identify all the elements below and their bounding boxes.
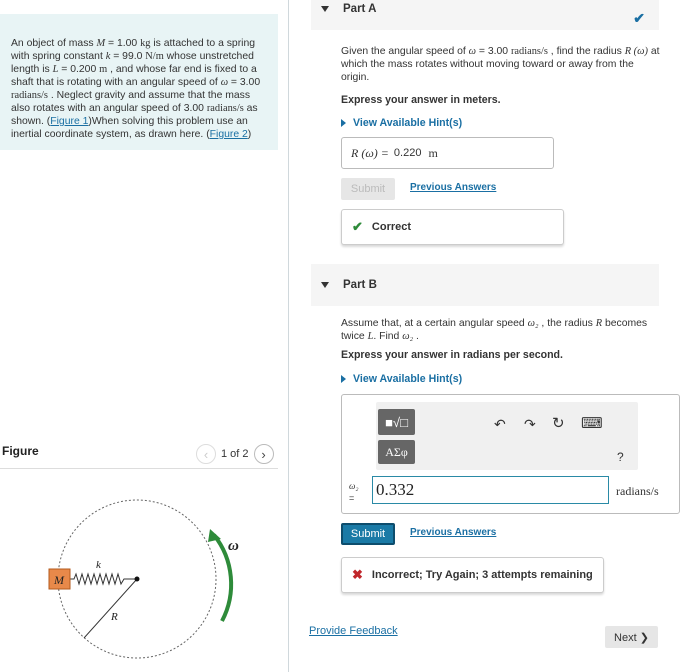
answer-input[interactable]: 0.332 (372, 476, 609, 504)
check-icon: ✔ (352, 219, 363, 234)
caret-down-icon (321, 6, 329, 12)
symbol-R-omega: R (ω) (624, 46, 648, 57)
text: = 99.0 (110, 51, 146, 62)
undo-icon[interactable]: ↶ (494, 416, 506, 432)
radius-label: R (111, 611, 118, 623)
figure-nav (196, 444, 274, 464)
part-a-hint-link[interactable] (341, 117, 462, 129)
symbol-omega-2: ω₂ (402, 331, 414, 342)
part-a-title: Part A (343, 3, 377, 15)
text: , the radius (538, 318, 596, 329)
symbol-omega-2: ω₂ (527, 318, 539, 329)
text: . Neglect gravity and assume that the mass also rotates with an angular speed of 3.00 (11, 90, 251, 114)
text: Assume that, at a certain angular speed (341, 318, 528, 329)
part-a-instruction: Express your answer in meters. (341, 94, 501, 106)
figure-divider (0, 468, 278, 469)
part-b-title: Part B (343, 279, 377, 291)
next-figure-button[interactable] (254, 444, 274, 464)
text: , find the radius (547, 46, 625, 57)
spring-label: k (96, 559, 101, 571)
part-b-previous-answers-link[interactable]: Previous Answers (410, 527, 497, 538)
figure-1-link[interactable]: Figure 1 (50, 116, 89, 127)
text: as shown. ( (11, 103, 258, 127)
variable-label (349, 480, 358, 504)
text: = 0.200 (58, 64, 100, 75)
rotating-mass-diagram (40, 495, 270, 665)
figure-counter: 1 of 2 (221, 448, 249, 460)
provide-feedback-link[interactable]: Provide Feedback (309, 625, 398, 637)
figure-title: Figure (2, 444, 39, 458)
part-a-submit-button[interactable]: Submit (341, 178, 395, 200)
part-a-previous-answers-link[interactable]: Previous Answers (410, 182, 497, 193)
prev-figure-button[interactable] (196, 444, 216, 464)
answer-label: R (ω) = (351, 145, 389, 160)
text: becomes twice (341, 318, 648, 342)
feedback-text: Correct (371, 221, 412, 233)
unit-n-per-m: N/m (145, 51, 164, 62)
help-icon[interactable]: ? (617, 450, 624, 464)
unit-rad-per-s: radians/s (11, 90, 48, 101)
text: . Find (373, 331, 403, 342)
hint-label: View Available Hint(s) (353, 373, 463, 385)
redo-icon[interactable]: ↷ (524, 416, 536, 432)
symbol-L: L (367, 331, 374, 342)
mass-label: M (54, 573, 64, 587)
text: at which the mass rotates without moving toward or away from the origin. (341, 46, 660, 83)
radius-line (84, 579, 137, 638)
unit-kg: kg (140, 38, 151, 49)
symbol-omega: ω (220, 77, 229, 88)
chevron-right-icon: › (261, 446, 266, 462)
caret-right-icon (341, 375, 346, 383)
unit: radians/s (510, 46, 548, 57)
answer-unit: m (428, 145, 438, 160)
part-a-correct-feedback (341, 209, 564, 245)
text: An object of mass (11, 38, 97, 49)
part-a-question (341, 45, 661, 84)
equals-sign: = (349, 493, 355, 503)
answer-value: 0.220 (393, 147, 422, 159)
part-b-header[interactable] (311, 264, 659, 306)
statement-text (11, 38, 260, 140)
text: . (413, 331, 419, 342)
problem-statement (0, 14, 278, 150)
caret-right-icon (341, 119, 346, 127)
part-a-answer-box (341, 137, 554, 169)
text: )When solving this problem use an inertial coordinate system, as drawn here. ( (11, 116, 248, 140)
caret-down-icon (321, 282, 329, 288)
part-b-incorrect-feedback (341, 557, 604, 593)
shaft-pivot (135, 577, 140, 582)
unit-rad-per-s: radians/s (206, 103, 244, 114)
text: whose unstretched length is (11, 51, 254, 75)
column-divider (288, 0, 289, 672)
symbol-omega-2: ω₂ (349, 481, 359, 491)
text: = 3.00 (228, 77, 261, 88)
unit-m: m (99, 64, 108, 75)
hint-label: View Available Hint(s) (353, 117, 463, 129)
check-icon: ✔ (633, 10, 645, 26)
keyboard-icon[interactable]: ⌨ (581, 415, 603, 432)
editor-toolbar (376, 402, 638, 470)
text: ) (247, 129, 252, 140)
text: , and whose far end is fixed to a shaft that is rotating with an angular speed of (11, 64, 257, 88)
templates-button[interactable]: ■√□ (378, 409, 415, 435)
feedback-text: Incorrect; Try Again; 3 attempts remaining (371, 569, 593, 581)
part-b-hint-link[interactable] (341, 373, 462, 385)
part-b-instruction: Express your answer in radians per second. (341, 349, 563, 361)
omega-label: ω (228, 538, 239, 554)
reset-icon[interactable]: ↻ (552, 415, 565, 432)
figure-2-link[interactable]: Figure 2 (209, 129, 248, 140)
part-b-submit-button[interactable]: Submit (341, 523, 395, 545)
text: Given the angular speed of (341, 46, 469, 57)
symbol-omega: ω (468, 46, 477, 57)
x-icon: ✖ (352, 567, 363, 582)
text: = 3.00 (476, 46, 511, 57)
symbol-R: R (595, 318, 603, 329)
text: is attached to a spring with spring constant (11, 38, 256, 62)
unit-label: radians/s (616, 484, 659, 498)
symbols-button[interactable]: ΑΣφ (378, 440, 415, 464)
math-editor (341, 394, 680, 514)
next-button[interactable]: Next ❯ (605, 626, 658, 648)
part-a-header[interactable] (311, 0, 659, 30)
symbol-M: M (96, 38, 106, 49)
symbol-k: k (105, 51, 111, 62)
chevron-left-icon: ‹ (203, 446, 209, 462)
symbol-L: L (52, 64, 59, 75)
spring-coil (70, 574, 137, 584)
part-b-question (341, 317, 661, 343)
text: = 1.00 (105, 38, 141, 49)
